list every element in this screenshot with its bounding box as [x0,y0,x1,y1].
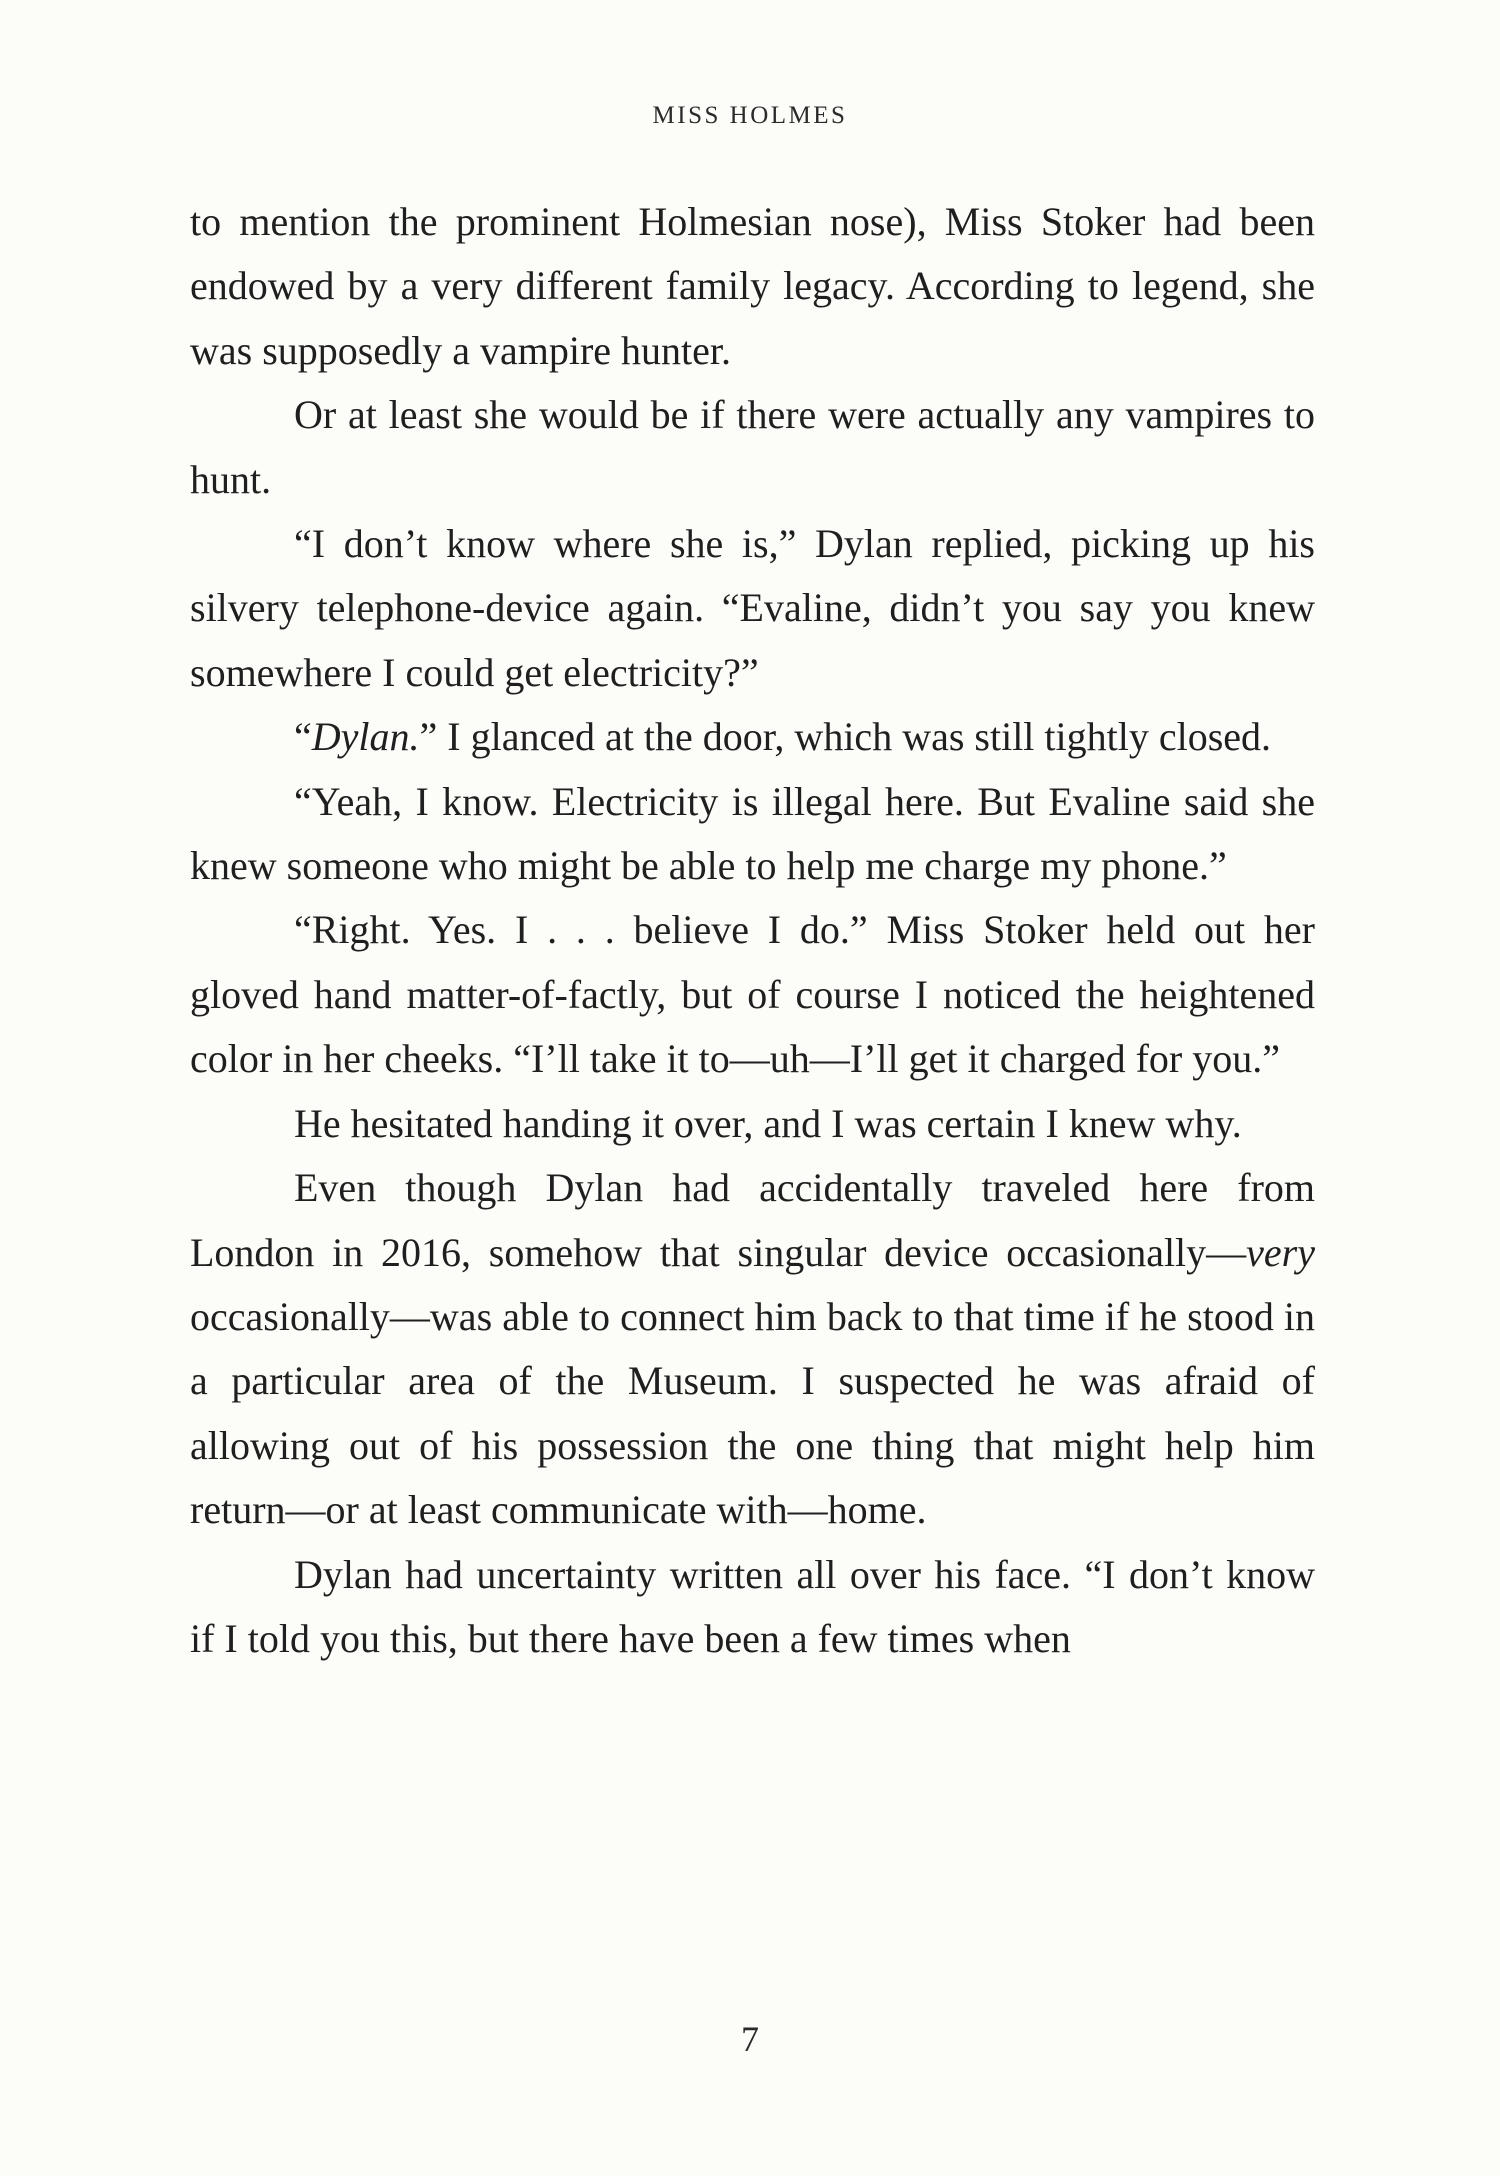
paragraph: He hesitated handing it over, and I was certain I knew why. [294,1100,1242,1146]
paragraph: to mention the prominent Holmesian nose), Miss Stoker had been endowed by a very different family legacy. According to legend, she was supposedly a vampire hunter. [190,199,1315,373]
paragraph: “Yeah, I know. Electricity is illegal here. But Evaline said she knew someone who might be able to help me charge my phone.” [190,778,1315,889]
page-number: 7 [741,2019,759,2059]
paragraph-text: occasionally—was able to connect him back to that time if he stood in a particular area of the Museum. I suspected he was afraid of allowing out of his possession the one thing that might help him return—or at least communicate with—home. [190,1293,1315,1533]
paragraph [190,705,1315,769]
italic-text: Dylan. [311,714,420,760]
page-body [190,190,1315,1671]
open-quote: “ [294,714,312,760]
paragraph: “I don’t know where she is,” Dylan replied, picking up his silvery telephone-device again. “Evaline, didn’t you say you knew somewhere I could get electricity?” [190,521,1315,695]
italic-text: very [1246,1229,1315,1275]
paragraph [190,1156,1315,1542]
paragraph: Or at least she would be if there were actually any vampires to hunt. [190,392,1315,502]
paragraph-text: Even though Dylan had accidentally traveled here from London in 2016, somehow that singular device occasionally— [190,1165,1315,1275]
running-head: MISS HOLMES [652,102,848,129]
paragraph: Dylan had uncertainty written all over his face. “I don’t know if I told you this, but there have been a few times when [190,1551,1315,1661]
paragraph: “Right. Yes. I . . . believe I do.” Miss Stoker held out her gloved hand matter-of-factly, but of course I noticed the heightened color in her cheeks. “I’ll take it to—uh—I’ll get it charged for you.” [190,907,1315,1082]
paragraph-text: ” I glanced at the door, which was still tightly closed. [419,714,1272,760]
